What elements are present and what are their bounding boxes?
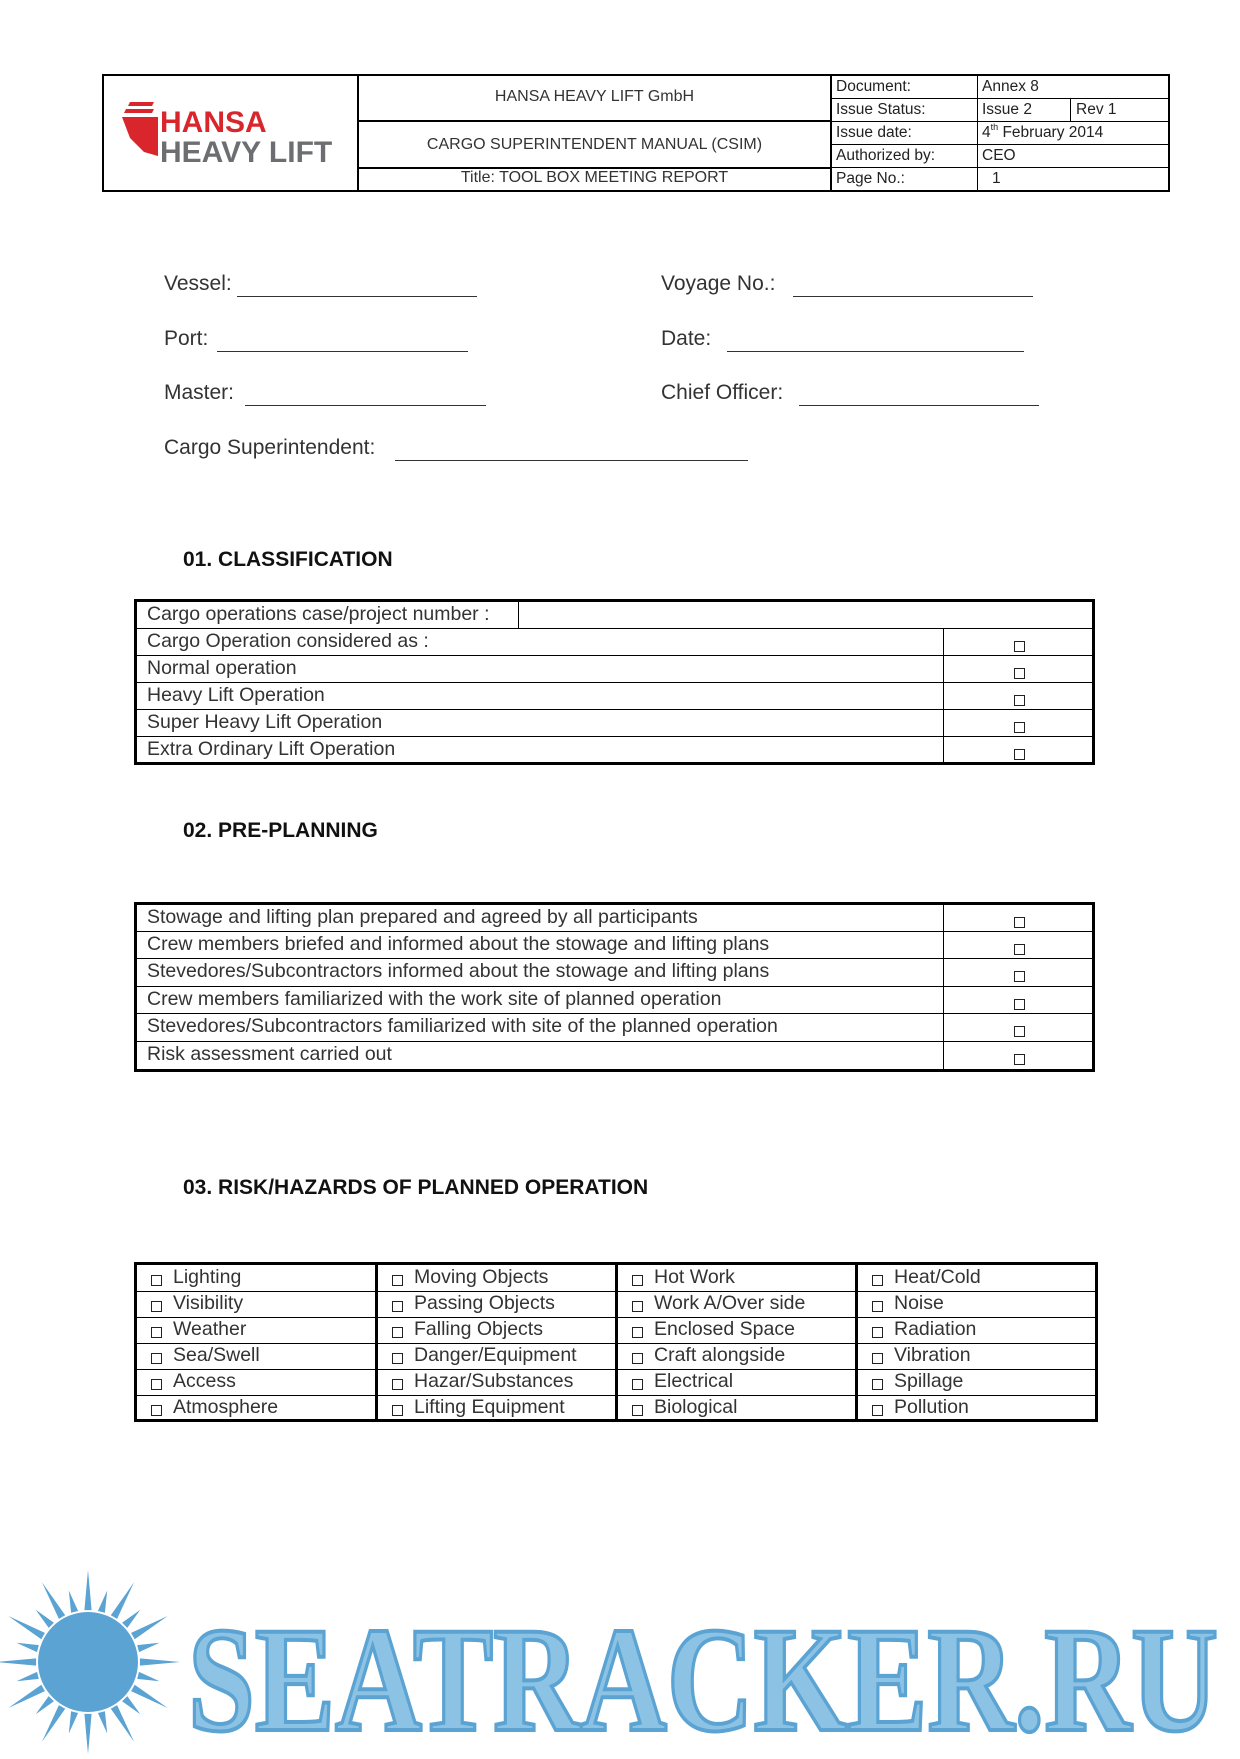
- preplanning-heading: 02. PRE-PLANNING: [183, 819, 378, 842]
- company-name: HANSA HEAVY LIFT GmbH: [494, 88, 695, 105]
- sun-ray: [8, 1616, 45, 1639]
- checkbox[interactable]: [392, 1405, 403, 1416]
- rev-value: Rev 1: [1076, 101, 1117, 118]
- hazard-item: Enclosed Space: [618, 1317, 854, 1343]
- auth-value: CEO: [982, 147, 1016, 164]
- sun-ray: [17, 1672, 39, 1681]
- date-field[interactable]: [727, 351, 1024, 352]
- checkbox[interactable]: [151, 1353, 162, 1364]
- checkbox[interactable]: [872, 1353, 883, 1364]
- cargo-superintendent-field[interactable]: [395, 460, 748, 461]
- sun-ray: [131, 1616, 168, 1639]
- hazard-item: Hazar/Substances: [378, 1369, 614, 1395]
- port-label: Port:: [164, 327, 209, 350]
- status-value: Issue 2: [982, 101, 1032, 118]
- table-row: Normal operation: [137, 656, 1092, 683]
- checkbox[interactable]: [1014, 695, 1025, 706]
- hazard-item: Sea/Swell: [137, 1343, 373, 1369]
- table-row: Crew members briefed and informed about the stowage and lifting plans: [137, 932, 1092, 959]
- document-label: Document:: [836, 78, 911, 95]
- page-label: Page No.:: [836, 170, 905, 187]
- table-row: Stowage and lifting plan prepared and agreed by all participants: [137, 905, 1092, 932]
- logo-text-hansa: HANSA: [160, 106, 267, 139]
- table-row: Extra Ordinary Lift Operation: [137, 737, 1092, 763]
- sun-ray: [122, 1696, 140, 1714]
- hazard-item: Spillage: [858, 1369, 1094, 1395]
- vessel-field[interactable]: [237, 296, 477, 297]
- hazard-item: Hot Work: [618, 1265, 854, 1291]
- checkbox[interactable]: [151, 1379, 162, 1390]
- hazard-item: Vibration: [858, 1343, 1094, 1369]
- page-value: 1: [992, 170, 1001, 187]
- checkbox[interactable]: [392, 1275, 403, 1286]
- checkbox[interactable]: [151, 1327, 162, 1338]
- checkbox[interactable]: [1014, 1054, 1025, 1065]
- hazard-item: Electrical: [618, 1369, 854, 1395]
- hazard-item: Passing Objects: [378, 1291, 614, 1317]
- hazard-item: Heat/Cold: [858, 1265, 1094, 1291]
- checkbox[interactable]: [632, 1379, 643, 1390]
- checkbox[interactable]: [632, 1275, 643, 1286]
- document-value: Annex 8: [982, 78, 1039, 95]
- hazards-table: [134, 1262, 1098, 1422]
- case-number-input[interactable]: [518, 602, 1092, 628]
- checkbox[interactable]: [1014, 668, 1025, 679]
- checkbox[interactable]: [151, 1275, 162, 1286]
- hazard-item: Visibility: [137, 1291, 373, 1317]
- checkbox[interactable]: [392, 1301, 403, 1312]
- voyage-field[interactable]: [793, 296, 1033, 297]
- checkbox[interactable]: [1014, 917, 1025, 928]
- sun-ray: [98, 1591, 107, 1613]
- status-label: Issue Status:: [836, 101, 926, 118]
- checkbox[interactable]: [632, 1353, 643, 1364]
- checkbox[interactable]: [1014, 1026, 1025, 1037]
- checkbox[interactable]: [392, 1379, 403, 1390]
- checkbox[interactable]: [1014, 971, 1025, 982]
- checkbox[interactable]: [392, 1327, 403, 1338]
- auth-label: Authorized by:: [836, 147, 936, 164]
- table-row: Heavy Lift Operation: [137, 683, 1092, 710]
- classification-table: [134, 599, 1095, 765]
- company-logo: [104, 76, 359, 190]
- checkbox[interactable]: [632, 1301, 643, 1312]
- checkbox[interactable]: [872, 1379, 883, 1390]
- sun-ray: [69, 1591, 78, 1613]
- manual-name: CARGO SUPERINTENDENT MANUAL (CSIM): [426, 136, 763, 153]
- table-row: Stevedores/Subcontractors familiarized with site of the planned operation: [137, 1014, 1092, 1042]
- logo-text-heavy-lift: HEAVY LIFT: [160, 136, 333, 169]
- sun-ray: [42, 1705, 65, 1742]
- table-row: Stevedores/Subcontractors informed about the stowage and lifting plans: [137, 959, 1092, 987]
- watermark: [0, 1570, 1240, 1754]
- port-field[interactable]: [217, 351, 468, 352]
- checkbox[interactable]: [1014, 999, 1025, 1010]
- table-row: Risk assessment carried out: [137, 1042, 1092, 1069]
- hazard-item: Danger/Equipment: [378, 1343, 614, 1369]
- hazard-item: Work A/Over side: [618, 1291, 854, 1317]
- master-label: Master:: [164, 381, 235, 404]
- hazards-heading: 03. RISK/HAZARDS OF PLANNED OPERATION: [183, 1176, 649, 1199]
- checkbox[interactable]: [872, 1275, 883, 1286]
- checkbox[interactable]: [1014, 944, 1025, 955]
- hazard-item: Moving Objects: [378, 1265, 614, 1291]
- checkbox[interactable]: [632, 1327, 643, 1338]
- document-header: [102, 74, 1170, 192]
- hazard-item: Access: [137, 1369, 373, 1395]
- chief-officer-field[interactable]: [799, 405, 1039, 406]
- sun-ray: [17, 1643, 39, 1652]
- checkbox[interactable]: [872, 1301, 883, 1312]
- date-label: Issue date:: [836, 124, 912, 141]
- hazard-item: Lighting: [137, 1265, 373, 1291]
- hazard-item: Pollution: [858, 1395, 1094, 1421]
- checkbox[interactable]: [151, 1301, 162, 1312]
- hazard-item: Noise: [858, 1291, 1094, 1317]
- vessel-label: Vessel:: [164, 272, 232, 295]
- case-number-row: [137, 602, 1092, 629]
- case-number-label: Cargo operations case/project number :: [147, 603, 490, 625]
- date-field-label: Date:: [661, 327, 712, 350]
- watermark-graphic: [0, 1570, 1240, 1754]
- sun-ray: [84, 1570, 91, 1610]
- checkbox[interactable]: [392, 1353, 403, 1364]
- hazard-item: Biological: [618, 1395, 854, 1421]
- chief-officer-label: Chief Officer:: [661, 381, 784, 404]
- hazard-item: Weather: [137, 1317, 373, 1343]
- sun-ray: [42, 1582, 65, 1619]
- header-titles: [359, 76, 832, 190]
- sun-icon: [0, 1570, 180, 1754]
- checkbox[interactable]: [1014, 641, 1025, 652]
- checkbox[interactable]: [872, 1405, 883, 1416]
- checkbox[interactable]: [151, 1405, 162, 1416]
- checkbox[interactable]: [1014, 749, 1025, 760]
- hazard-item: Radiation: [858, 1317, 1094, 1343]
- master-field[interactable]: [245, 405, 486, 406]
- table-row: Cargo Operation considered as :: [137, 629, 1092, 656]
- checkbox[interactable]: [632, 1405, 643, 1416]
- sun-ray: [137, 1672, 159, 1681]
- preplanning-table: [134, 902, 1095, 1072]
- checkbox[interactable]: [872, 1327, 883, 1338]
- hazard-item: Craft alongside: [618, 1343, 854, 1369]
- sun-ray: [131, 1685, 168, 1708]
- sun-ray: [140, 1658, 180, 1665]
- sun-ray: [36, 1610, 54, 1628]
- cargo-superintendent-label: Cargo Superintendent:: [164, 436, 376, 459]
- voyage-label: Voyage No.:: [661, 272, 776, 295]
- sun-ray: [137, 1643, 159, 1652]
- sun-ray: [69, 1711, 78, 1733]
- classification-heading: 01. CLASSIFICATION: [183, 548, 393, 571]
- watermark-text: SEATRACKER.RU: [188, 1597, 1218, 1754]
- sun-ray: [0, 1658, 36, 1665]
- sun-ray: [122, 1610, 140, 1628]
- logo-mark-icon: [104, 76, 357, 190]
- sun-ray: [36, 1696, 54, 1714]
- hazard-item: Falling Objects: [378, 1317, 614, 1343]
- hazard-item: Atmosphere: [137, 1395, 373, 1421]
- document-title: Title: TOOL BOX MEETING REPORT: [460, 169, 729, 186]
- date-value: 4th February 2014: [982, 122, 1104, 141]
- hazard-item: Lifting Equipment: [378, 1395, 614, 1421]
- sun-ray: [84, 1714, 91, 1754]
- sun-ray: [111, 1582, 134, 1619]
- checkbox[interactable]: [1014, 722, 1025, 733]
- sun-ray: [98, 1711, 107, 1733]
- sun-ray: [111, 1705, 134, 1742]
- table-row: Crew members familiarized with the work site of planned operation: [137, 987, 1092, 1014]
- table-row: Super Heavy Lift Operation: [137, 710, 1092, 737]
- sun-ray: [8, 1685, 45, 1708]
- document-meta: [832, 76, 1168, 190]
